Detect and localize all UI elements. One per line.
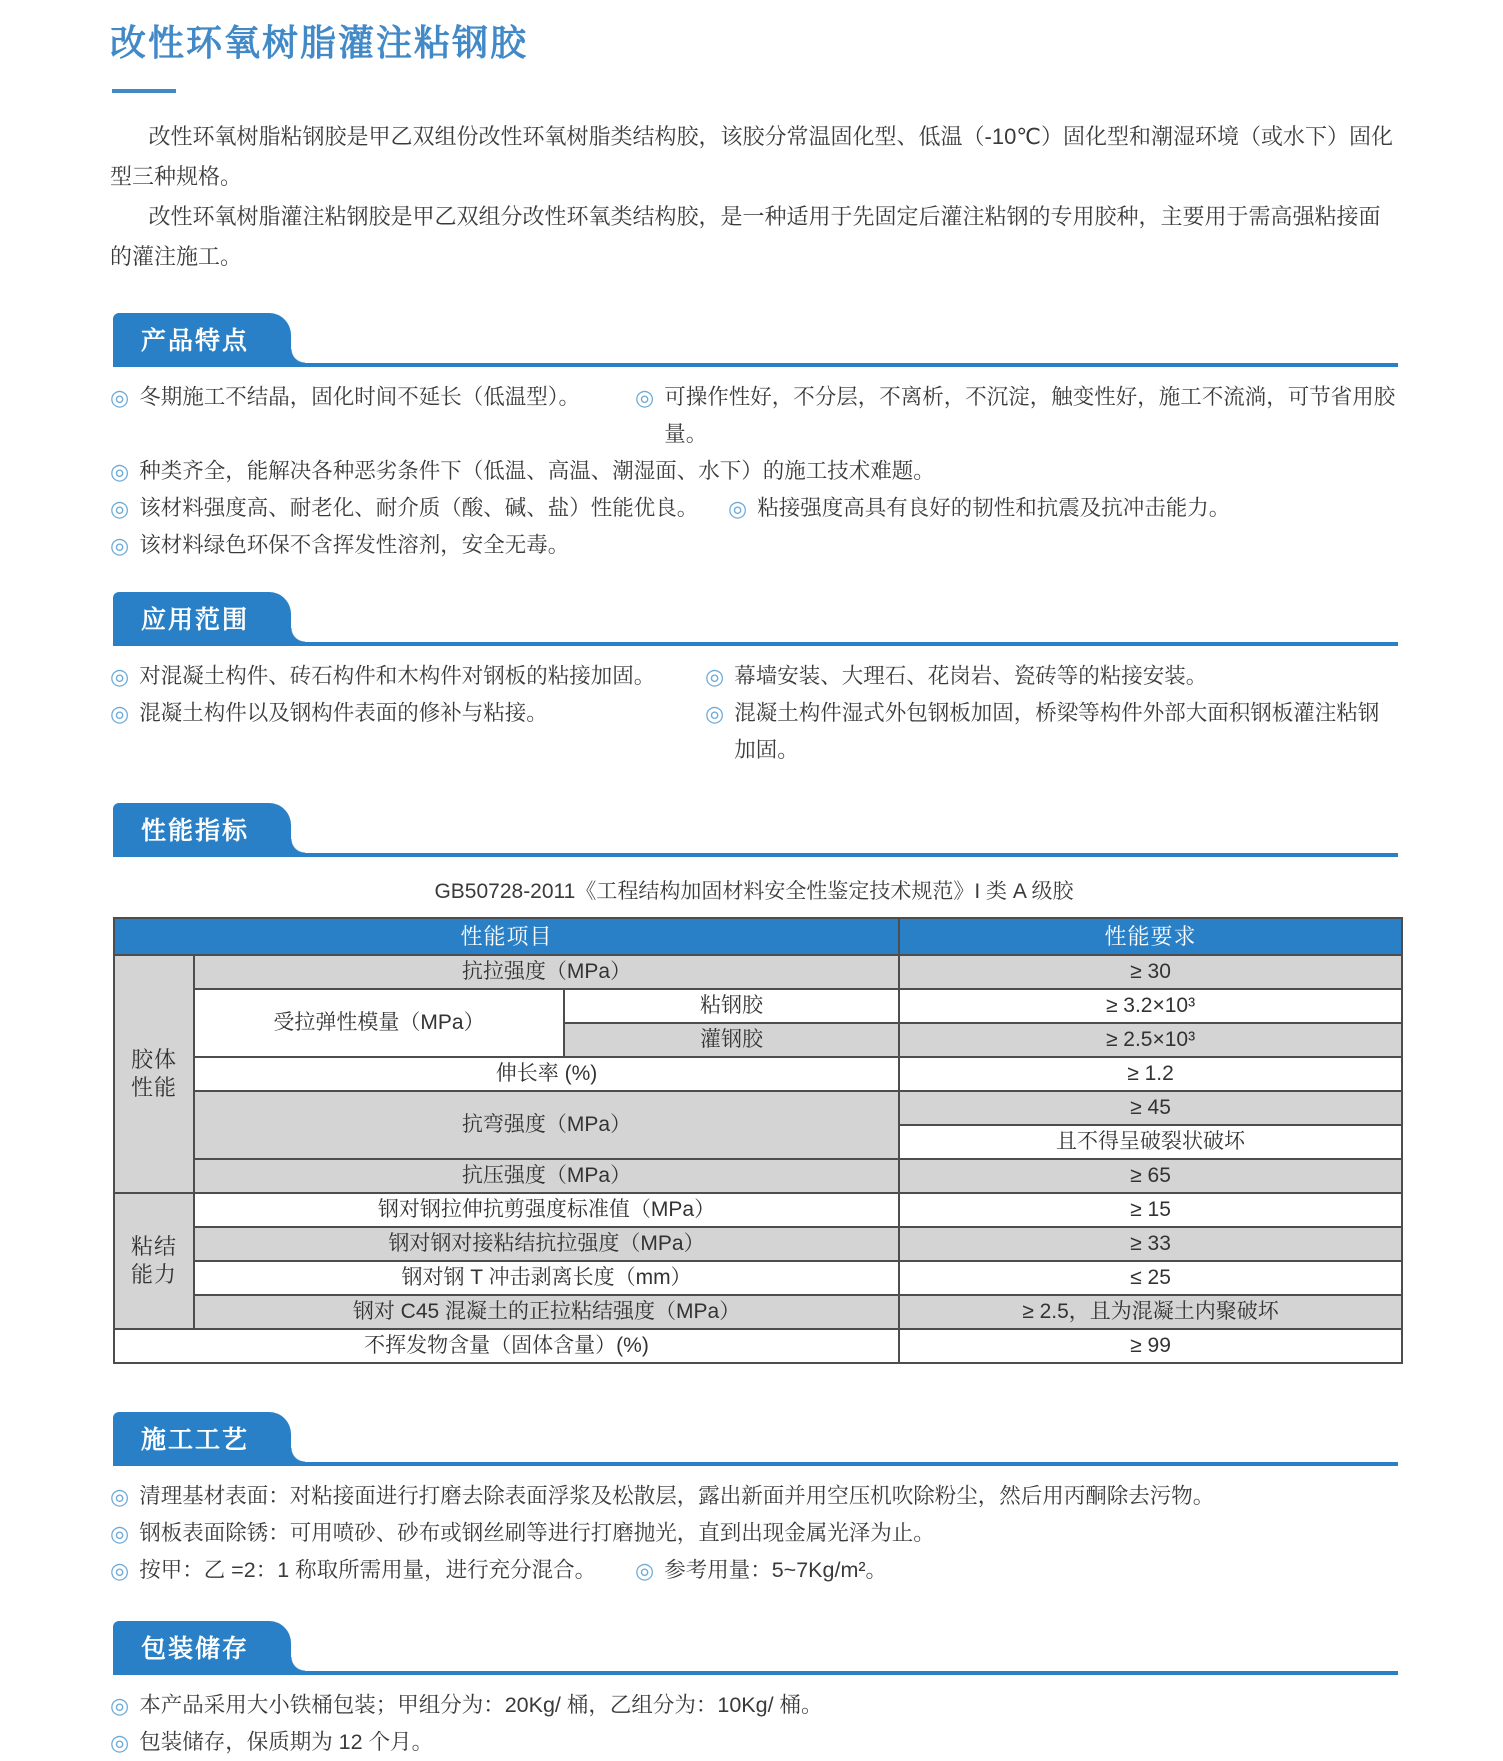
table-row	[114, 1057, 1402, 1091]
property-name: 抗拉强度（MPa）	[194, 955, 899, 989]
bullseye-bullet-icon: ◎	[110, 1483, 130, 1509]
storage-list	[110, 1687, 1398, 1761]
list-item	[705, 658, 1207, 695]
table-header-row	[114, 918, 1402, 955]
application-text: 幕墙安装、大理石、花岗岩、瓷砖等的粘接安装。	[734, 663, 1208, 688]
process-heading: 施工工艺	[141, 1425, 250, 1454]
list-item	[110, 1552, 635, 1589]
list-item	[635, 1552, 887, 1589]
bullseye-bullet-icon: ◎	[110, 1692, 130, 1718]
storage-header	[113, 1621, 1398, 1675]
features-heading: 产品特点	[141, 326, 250, 355]
property-requirement: ≥ 99	[899, 1329, 1402, 1363]
page-title: 改性环氧树脂灌注粘钢胶	[110, 22, 529, 63]
process-text: 按甲：乙 =2：1 称取所需用量，进行充分混合。	[139, 1557, 597, 1582]
table-standard-subtitle: GB50728-2011《工程结构加固材料安全性鉴定技术规范》I 类 A 级胶	[434, 879, 1074, 903]
performance-tab	[113, 803, 291, 853]
bullseye-bullet-icon: ◎	[110, 1520, 130, 1546]
list-item	[110, 453, 935, 490]
list-item	[635, 379, 1398, 453]
process-row-1	[110, 1478, 1398, 1515]
property-name: 钢对钢 T 冲击剥离长度（mm）	[194, 1261, 899, 1295]
section-storage	[110, 1621, 1398, 1761]
bullseye-bullet-icon: ◎	[110, 663, 130, 689]
application-text: 对混凝土构件、砖石构件和木构件对钢板的粘接加固。	[139, 663, 656, 688]
bullseye-bullet-icon: ◎	[110, 458, 130, 484]
table-row	[114, 1159, 1402, 1193]
features-header	[113, 313, 1398, 367]
storage-row-2	[110, 1724, 1398, 1761]
table-row	[114, 955, 1402, 989]
list-item	[110, 1687, 823, 1724]
feature-text: 该材料强度高、耐老化、耐介质（酸、碱、盐）性能优良。	[139, 495, 699, 520]
property-name: 伸长率 (%)	[194, 1057, 899, 1091]
intro-line-1: 改性环氧树脂粘钢胶是甲乙双组份改性环氧树脂类结构胶，该胶分常温固化型、低温（-10℃）固化型和潮湿环境（或水下）固化型三种规格。	[110, 123, 1394, 189]
property-requirement: ≥ 45	[899, 1091, 1402, 1125]
property-name: 钢对钢拉伸抗剪强度标准值（MPa）	[194, 1193, 899, 1227]
property-name: 受拉弹性模量（MPa）	[194, 989, 564, 1057]
list-item	[110, 658, 705, 695]
bullseye-bullet-icon: ◎	[635, 1557, 655, 1583]
applications-header	[113, 592, 1398, 646]
storage-text: 包装储存，保质期为 12 个月。	[139, 1729, 434, 1754]
bullseye-bullet-icon: ◎	[110, 532, 130, 558]
property-requirement: ≤ 25	[899, 1261, 1402, 1295]
table-row	[114, 1261, 1402, 1295]
feature-text: 粘接强度高具有良好的韧性和抗震及抗冲击能力。	[757, 495, 1231, 520]
list-item	[705, 695, 1398, 769]
list-item	[110, 379, 635, 416]
property-subname: 粘钢胶	[564, 989, 899, 1023]
applications-tab	[113, 592, 291, 642]
property-requirement: ≥ 2.5，且为混凝土内聚破坏	[899, 1295, 1402, 1329]
bullseye-bullet-icon: ◎	[110, 1557, 130, 1583]
col-header-requirement: 性能要求	[899, 918, 1402, 955]
process-text: 参考用量：5~7Kg/m²。	[664, 1557, 888, 1582]
section-process	[110, 1412, 1398, 1589]
storage-tab	[113, 1621, 291, 1671]
list-item	[110, 1515, 935, 1552]
property-name: 抗弯强度（MPa）	[194, 1091, 899, 1159]
section-features	[110, 313, 1398, 564]
application-text: 混凝土构件湿式外包钢板加固，桥梁等构件外部大面积钢板灌注粘钢加固。	[734, 700, 1380, 762]
property-requirement: ≥ 33	[899, 1227, 1402, 1261]
storage-text: 本产品采用大小铁桶包装；甲组分为：20Kg/ 桶，乙组分为：10Kg/ 桶。	[139, 1692, 823, 1717]
table-row	[114, 1091, 1402, 1125]
group-label-bond: 粘结能力	[114, 1193, 194, 1329]
bullseye-bullet-icon: ◎	[110, 1729, 130, 1755]
property-name: 不挥发物含量（固体含量）(%)	[114, 1329, 899, 1363]
applications-row-2	[110, 695, 1398, 769]
features-row-2	[110, 453, 1398, 490]
property-requirement: 且不得呈破裂状破坏	[899, 1125, 1402, 1159]
bullseye-bullet-icon: ◎	[110, 495, 130, 521]
bullseye-bullet-icon: ◎	[705, 700, 725, 726]
table-row	[114, 1227, 1402, 1261]
bullseye-bullet-icon: ◎	[705, 663, 725, 689]
process-tab	[113, 1412, 291, 1462]
property-name: 钢对钢对接粘结抗拉强度（MPa）	[194, 1227, 899, 1261]
property-name: 钢对 C45 混凝土的正拉粘结强度（MPa）	[194, 1295, 899, 1329]
applications-row-1	[110, 658, 1398, 695]
table-row	[114, 1295, 1402, 1329]
list-item	[110, 490, 728, 527]
features-tab	[113, 313, 291, 363]
features-row-4	[110, 527, 1398, 564]
col-header-item: 性能项目	[114, 918, 899, 955]
applications-list	[110, 658, 1398, 769]
process-list	[110, 1478, 1398, 1589]
property-requirement: ≥ 15	[899, 1193, 1402, 1227]
property-requirement: ≥ 2.5×10³	[899, 1023, 1402, 1057]
process-row-3	[110, 1552, 1398, 1589]
storage-heading: 包装储存	[141, 1634, 250, 1663]
intro-paragraphs	[110, 117, 1398, 277]
bullseye-bullet-icon: ◎	[110, 700, 130, 726]
performance-heading: 性能指标	[141, 816, 250, 845]
bullseye-bullet-icon: ◎	[110, 384, 130, 410]
property-requirement: ≥ 1.2	[899, 1057, 1402, 1091]
feature-text: 可操作性好，不分层，不离析，不沉淀，触变性好，施工不流淌，可节省用胶量。	[664, 384, 1396, 446]
property-requirement: ≥ 65	[899, 1159, 1402, 1193]
group-label-glue: 胶体性能	[114, 955, 194, 1193]
section-applications	[110, 592, 1398, 769]
bullseye-bullet-icon: ◎	[728, 495, 748, 521]
list-item	[110, 1478, 1214, 1515]
table-row	[114, 1193, 1402, 1227]
features-row-3	[110, 490, 1398, 527]
property-requirement: ≥ 30	[899, 955, 1402, 989]
features-row-1	[110, 379, 1398, 453]
feature-text: 冬期施工不结晶，固化时间不延长（低温型）。	[139, 384, 580, 409]
property-name: 抗压强度（MPa）	[194, 1159, 899, 1193]
list-item	[110, 527, 569, 564]
application-text: 混凝土构件以及钢构件表面的修补与粘接。	[139, 700, 548, 725]
performance-header	[113, 803, 1398, 857]
storage-row-1	[110, 1687, 1398, 1724]
performance-table	[113, 917, 1403, 1364]
intro-line-2: 改性环氧树脂灌注粘钢胶是甲乙双组分改性环氧类结构胶，是一种适用于先固定后灌注粘钢的专用胶种，主要用于需高强粘接面的灌注施工。	[110, 203, 1381, 269]
list-item	[110, 695, 705, 732]
property-requirement: ≥ 3.2×10³	[899, 989, 1402, 1023]
property-subname: 灌钢胶	[564, 1023, 899, 1057]
feature-text: 种类齐全，能解决各种恶劣条件下（低温、高温、潮湿面、水下）的施工技术难题。	[139, 458, 935, 483]
table-row	[114, 1329, 1402, 1363]
section-performance	[110, 803, 1398, 1364]
process-row-2	[110, 1515, 1398, 1552]
list-item	[728, 490, 1230, 527]
process-text: 钢板表面除锈：可用喷砂、砂布或钢丝刷等进行打磨抛光，直到出现金属光泽为止。	[139, 1520, 935, 1545]
table-row	[114, 989, 1402, 1023]
process-header	[113, 1412, 1398, 1466]
feature-text: 该材料绿色环保不含挥发性溶剂，安全无毒。	[139, 532, 570, 557]
process-text: 清理基材表面：对粘接面进行打磨去除表面浮浆及松散层，露出新面并用空压机吹除粉尘，然后用丙酮除去污物。	[139, 1483, 1215, 1508]
list-item	[110, 1724, 433, 1761]
features-list	[110, 379, 1398, 564]
bullseye-bullet-icon: ◎	[635, 384, 655, 410]
applications-heading: 应用范围	[141, 605, 250, 634]
title-underline	[112, 89, 176, 93]
